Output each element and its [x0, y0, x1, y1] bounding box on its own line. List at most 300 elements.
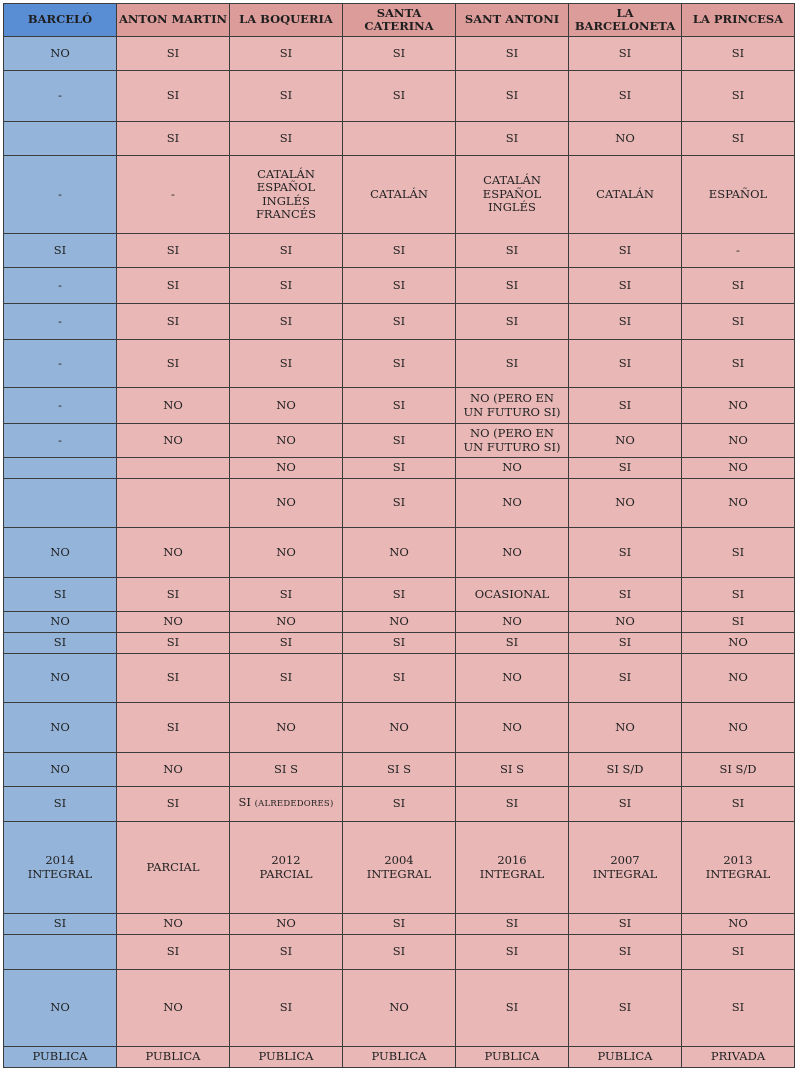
cell-la-princesa — [682, 1047, 795, 1068]
column-header-santa-caterina: SANTA CATERINA — [343, 4, 456, 37]
table-row — [4, 528, 795, 578]
cell-la-barceloneta — [569, 753, 682, 787]
cell-text: SI — [279, 242, 293, 257]
cell-text: NO — [615, 495, 635, 510]
cell-text: SI — [279, 670, 293, 685]
cell-la-barceloneta — [569, 234, 682, 268]
cell-text: SI — [731, 277, 745, 292]
column-header-la-boqueria: LA BOQUERIA — [230, 4, 343, 37]
cell-la-boqueria — [230, 458, 343, 479]
cell-anton-martin — [117, 578, 230, 612]
cell-la-barceloneta — [569, 970, 682, 1047]
cell-text: NO — [728, 719, 748, 734]
cell-text: - — [58, 186, 62, 201]
cell-sant-antoni — [456, 156, 569, 234]
cell-santa-caterina — [343, 268, 456, 304]
cell-text: NO — [276, 432, 296, 447]
cell-text: SI — [618, 313, 632, 328]
cell-text: - — [58, 277, 62, 292]
cell-text: CATALÁN — [596, 186, 654, 201]
cell-santa-caterina — [343, 388, 456, 424]
cell-text: SI — [392, 432, 406, 447]
cell-sant-antoni — [456, 37, 569, 71]
cell-text: SI — [166, 635, 180, 650]
cell-sant-antoni — [456, 935, 569, 970]
table-row — [4, 37, 795, 71]
cell-text: SI — [505, 355, 519, 370]
cell-la-princesa — [682, 935, 795, 970]
cell-anton-martin — [117, 703, 230, 753]
cell-barcelo — [4, 703, 117, 753]
cell-text: NO — [50, 1000, 70, 1015]
cell-la-barceloneta — [569, 935, 682, 970]
cell-text: PUBLICA — [597, 1049, 653, 1064]
cell-la-princesa — [682, 304, 795, 340]
cell-text: SI — [279, 313, 293, 328]
cell-text: SI — [618, 88, 632, 103]
cell-la-boqueria — [230, 37, 343, 71]
cell-text: SI — [392, 277, 406, 292]
table-row — [4, 578, 795, 612]
cell-text: SI — [505, 796, 519, 811]
cell-text: SI — [618, 635, 632, 650]
column-header-barcelo: BARCELÓ — [4, 4, 117, 37]
cell-santa-caterina — [343, 1047, 456, 1068]
table-row — [4, 822, 795, 914]
cell-text: NO — [389, 614, 409, 629]
cell-text: PARCIAL — [146, 859, 200, 874]
cell-sant-antoni — [456, 122, 569, 156]
cell-text: NO — [389, 544, 409, 559]
cell-sant-antoni — [456, 424, 569, 458]
cell-anton-martin — [117, 268, 230, 304]
cell-la-boqueria — [230, 71, 343, 122]
cell-text: SI — [279, 355, 293, 370]
cell-text: NO — [276, 719, 296, 734]
cell-la-boqueria — [230, 633, 343, 654]
cell-santa-caterina — [343, 633, 456, 654]
cell-text: SI — [53, 796, 67, 811]
cell-la-barceloneta — [569, 703, 682, 753]
table-row — [4, 1047, 795, 1068]
cell-santa-caterina — [343, 156, 456, 234]
cell-text: NO — [50, 670, 70, 685]
cell-text: 2007 INTEGRAL — [592, 853, 658, 881]
column-header-la-barceloneta: LA BARCELONETA — [569, 4, 682, 37]
cell-text: SI — [618, 45, 632, 60]
cell-text: SI S/D — [606, 761, 644, 776]
cell-barcelo — [4, 612, 117, 633]
table-row — [4, 914, 795, 935]
cell-anton-martin — [117, 234, 230, 268]
table-row — [4, 612, 795, 633]
cell-la-princesa — [682, 479, 795, 528]
cell-sant-antoni — [456, 822, 569, 914]
cell-santa-caterina — [343, 935, 456, 970]
cell-text: NO — [50, 719, 70, 734]
cell-la-boqueria — [230, 1047, 343, 1068]
cell-text: 2014 INTEGRAL — [27, 853, 93, 881]
cell-text: CATALÁN ESPAÑOL INGLÉS FRANCÉS — [255, 166, 317, 221]
cell-text: NO — [502, 495, 522, 510]
table-row — [4, 970, 795, 1047]
cell-text: SI — [53, 242, 67, 257]
cell-anton-martin — [117, 340, 230, 388]
cell-barcelo — [4, 633, 117, 654]
cell-text: - — [58, 88, 62, 103]
cell-santa-caterina — [343, 71, 456, 122]
table-body — [4, 37, 795, 1068]
cell-la-barceloneta — [569, 479, 682, 528]
cell-la-boqueria — [230, 654, 343, 703]
cell-la-boqueria — [230, 970, 343, 1047]
cell-sant-antoni — [456, 1047, 569, 1068]
cell-sant-antoni — [456, 703, 569, 753]
cell-text: SI — [618, 242, 632, 257]
cell-la-boqueria — [230, 122, 343, 156]
cell-text: 2013 INTEGRAL — [705, 853, 771, 881]
cell-text: SI — [505, 130, 519, 145]
cell-text: SI — [731, 355, 745, 370]
cell-barcelo — [4, 479, 117, 528]
cell-text: SI — [166, 670, 180, 685]
cell-text: SI — [392, 355, 406, 370]
cell-text: SI — [392, 242, 406, 257]
cell-santa-caterina — [343, 654, 456, 703]
cell-santa-caterina — [343, 340, 456, 388]
cell-santa-caterina — [343, 122, 456, 156]
cell-text: SI — [166, 277, 180, 292]
cell-text: SI — [279, 88, 293, 103]
cell-text: NO — [502, 614, 522, 629]
table-row — [4, 787, 795, 822]
cell-anton-martin — [117, 71, 230, 122]
cell-la-barceloneta — [569, 122, 682, 156]
cell-text: OCASIONAL — [474, 586, 550, 601]
cell-barcelo — [4, 156, 117, 234]
cell-la-princesa — [682, 388, 795, 424]
cell-la-boqueria — [230, 787, 343, 822]
cell-text: NO — [276, 614, 296, 629]
cell-la-princesa — [682, 37, 795, 71]
cell-text: SI — [279, 277, 293, 292]
table-row — [4, 479, 795, 528]
cell-text: NO — [50, 761, 70, 776]
cell-text: SI — [505, 635, 519, 650]
cell-sant-antoni — [456, 268, 569, 304]
cell-la-boqueria — [230, 528, 343, 578]
table-row — [4, 633, 795, 654]
cell-note: (ALREDEDORES) — [254, 799, 334, 810]
table-row — [4, 388, 795, 424]
cell-anton-martin — [117, 753, 230, 787]
cell-santa-caterina — [343, 753, 456, 787]
cell-la-barceloneta — [569, 71, 682, 122]
table-row — [4, 935, 795, 970]
cell-text: SI — [618, 586, 632, 601]
cell-text: 2004 INTEGRAL — [366, 853, 432, 881]
cell-text: SI — [166, 88, 180, 103]
cell-text: SI — [392, 460, 406, 475]
cell-text: PUBLICA — [371, 1049, 427, 1064]
cell-barcelo — [4, 424, 117, 458]
cell-text: NO — [615, 614, 635, 629]
cell-text: NO — [728, 460, 748, 475]
market-comparison-table — [3, 3, 795, 1068]
cell-text: SI — [731, 544, 745, 559]
cell-text: SI — [166, 719, 180, 734]
cell-anton-martin — [117, 458, 230, 479]
cell-la-boqueria — [230, 612, 343, 633]
cell-text: SI — [731, 614, 745, 629]
cell-text: SI — [392, 670, 406, 685]
cell-sant-antoni — [456, 654, 569, 703]
cell-text: SI — [166, 944, 180, 959]
cell-text: SI — [731, 586, 745, 601]
cell-la-princesa — [682, 970, 795, 1047]
cell-sant-antoni — [456, 914, 569, 935]
cell-santa-caterina — [343, 703, 456, 753]
cell-la-boqueria — [230, 935, 343, 970]
cell-la-princesa — [682, 340, 795, 388]
table-row — [4, 71, 795, 122]
cell-text: - — [58, 355, 62, 370]
cell-text: SI — [505, 1000, 519, 1015]
cell-text: SI — [53, 916, 67, 931]
cell-text: PUBLICA — [258, 1049, 314, 1064]
cell-text: SI — [731, 1000, 745, 1015]
cell-text: SI — [505, 916, 519, 931]
cell-text: SI — [505, 88, 519, 103]
cell-text: NO — [163, 761, 183, 776]
cell-text: NO — [728, 432, 748, 447]
cell-barcelo — [4, 822, 117, 914]
cell-text: - — [58, 432, 62, 447]
cell-text: NO — [728, 495, 748, 510]
cell-text: NO — [163, 432, 183, 447]
cell-text: SI — [166, 313, 180, 328]
cell-sant-antoni — [456, 479, 569, 528]
cell-santa-caterina — [343, 578, 456, 612]
cell-la-princesa — [682, 914, 795, 935]
cell-sant-antoni — [456, 970, 569, 1047]
cell-la-barceloneta — [569, 37, 682, 71]
cell-barcelo — [4, 458, 117, 479]
cell-text: SI — [53, 586, 67, 601]
cell-la-boqueria — [230, 388, 343, 424]
cell-anton-martin — [117, 122, 230, 156]
cell-la-barceloneta — [569, 528, 682, 578]
table-row — [4, 654, 795, 703]
cell-barcelo — [4, 122, 117, 156]
cell-anton-martin — [117, 970, 230, 1047]
cell-text: NO — [50, 614, 70, 629]
table-row — [4, 424, 795, 458]
table-row — [4, 340, 795, 388]
cell-text: NO — [163, 1000, 183, 1015]
cell-la-princesa — [682, 156, 795, 234]
cell-text: SI — [392, 586, 406, 601]
cell-santa-caterina — [343, 479, 456, 528]
cell-text: SI — [392, 495, 406, 510]
cell-text: NO — [502, 544, 522, 559]
cell-anton-martin — [117, 787, 230, 822]
cell-la-princesa — [682, 268, 795, 304]
cell-la-barceloneta — [569, 612, 682, 633]
cell-text: NO — [615, 432, 635, 447]
cell-text: SI S/D — [719, 761, 757, 776]
cell-barcelo — [4, 268, 117, 304]
cell-text: NO — [163, 544, 183, 559]
cell-text: CATALÁN — [370, 186, 428, 201]
cell-anton-martin — [117, 935, 230, 970]
cell-text: NO — [163, 397, 183, 412]
cell-barcelo — [4, 37, 117, 71]
cell-la-princesa — [682, 234, 795, 268]
cell-sant-antoni — [456, 633, 569, 654]
cell-text: NO — [615, 130, 635, 145]
cell-text: SI — [731, 313, 745, 328]
cell-anton-martin — [117, 388, 230, 424]
cell-la-barceloneta — [569, 1047, 682, 1068]
cell-text: SI — [731, 796, 745, 811]
cell-text: SI — [618, 277, 632, 292]
cell-santa-caterina — [343, 528, 456, 578]
cell-text: SI — [166, 355, 180, 370]
cell-la-boqueria — [230, 703, 343, 753]
table-row — [4, 304, 795, 340]
cell-text: SI — [731, 88, 745, 103]
cell-text: SI — [731, 45, 745, 60]
cell-text: NO — [502, 460, 522, 475]
cell-anton-martin — [117, 633, 230, 654]
cell-text: NO — [163, 916, 183, 931]
cell-text: NO — [615, 719, 635, 734]
cell-la-barceloneta — [569, 304, 682, 340]
header-row — [4, 4, 795, 37]
cell-santa-caterina — [343, 612, 456, 633]
cell-text: - — [58, 397, 62, 412]
cell-text: NO — [276, 460, 296, 475]
cell-barcelo — [4, 1047, 117, 1068]
cell-la-barceloneta — [569, 156, 682, 234]
cell-la-princesa — [682, 71, 795, 122]
cell-santa-caterina — [343, 458, 456, 479]
cell-anton-martin — [117, 424, 230, 458]
cell-la-barceloneta — [569, 424, 682, 458]
cell-text: SI — [279, 45, 293, 60]
cell-text: NO — [389, 719, 409, 734]
cell-la-princesa — [682, 458, 795, 479]
cell-la-barceloneta — [569, 340, 682, 388]
cell-text: NO — [276, 495, 296, 510]
cell-text: NO (PERO EN UN FUTURO SI) — [463, 426, 561, 454]
cell-la-barceloneta — [569, 822, 682, 914]
table-row — [4, 268, 795, 304]
cell-sant-antoni — [456, 612, 569, 633]
cell-text: NO — [276, 916, 296, 931]
cell-barcelo — [4, 787, 117, 822]
cell-anton-martin — [117, 156, 230, 234]
cell-text: SI — [392, 397, 406, 412]
cell-anton-martin — [117, 37, 230, 71]
cell-text: SI — [166, 45, 180, 60]
cell-la-boqueria — [230, 578, 343, 612]
cell-la-barceloneta — [569, 914, 682, 935]
cell-text: - — [171, 186, 175, 201]
cell-text: NO — [728, 397, 748, 412]
cell-text: SI — [392, 916, 406, 931]
cell-text: SI — [166, 796, 180, 811]
cell-la-barceloneta — [569, 458, 682, 479]
cell-la-boqueria — [230, 304, 343, 340]
cell-text: SI — [618, 460, 632, 475]
cell-text: SI — [279, 586, 293, 601]
cell-text: SI — [618, 796, 632, 811]
cell-text: - — [736, 242, 740, 257]
cell-santa-caterina — [343, 37, 456, 71]
cell-text: SI — [166, 130, 180, 145]
table-row — [4, 703, 795, 753]
cell-text: SI — [392, 313, 406, 328]
cell-barcelo — [4, 914, 117, 935]
cell-text: NO — [276, 544, 296, 559]
table-row — [4, 753, 795, 787]
cell-text: CATALÁN ESPAÑOL INGLÉS — [482, 173, 542, 215]
cell-text: SI — [505, 242, 519, 257]
cell-sant-antoni — [456, 753, 569, 787]
cell-text: NO — [502, 670, 522, 685]
cell-la-boqueria — [230, 234, 343, 268]
cell-text: SI S — [387, 761, 411, 776]
cell-la-princesa — [682, 703, 795, 753]
cell-anton-martin — [117, 1047, 230, 1068]
cell-sant-antoni — [456, 528, 569, 578]
cell-sant-antoni — [456, 578, 569, 612]
table-row — [4, 234, 795, 268]
cell-la-boqueria — [230, 268, 343, 304]
cell-sant-antoni — [456, 234, 569, 268]
cell-la-princesa — [682, 122, 795, 156]
cell-la-princesa — [682, 654, 795, 703]
cell-text: NO — [50, 544, 70, 559]
cell-sant-antoni — [456, 71, 569, 122]
cell-la-boqueria — [230, 156, 343, 234]
cell-text: SI S — [500, 761, 524, 776]
cell-la-boqueria — [230, 822, 343, 914]
cell-la-princesa — [682, 753, 795, 787]
table-row — [4, 458, 795, 479]
cell-santa-caterina — [343, 822, 456, 914]
cell-text: NO — [502, 719, 522, 734]
cell-santa-caterina — [343, 234, 456, 268]
cell-la-princesa — [682, 612, 795, 633]
cell-la-princesa — [682, 424, 795, 458]
cell-anton-martin — [117, 654, 230, 703]
cell-barcelo — [4, 388, 117, 424]
cell-barcelo — [4, 71, 117, 122]
cell-la-boqueria — [230, 753, 343, 787]
cell-text: PRIVADA — [710, 1049, 766, 1064]
cell-text: - — [58, 313, 62, 328]
cell-text: SI — [392, 635, 406, 650]
cell-la-barceloneta — [569, 633, 682, 654]
cell-la-princesa — [682, 528, 795, 578]
cell-la-boqueria — [230, 914, 343, 935]
cell-text: SI — [731, 130, 745, 145]
cell-anton-martin — [117, 612, 230, 633]
cell-santa-caterina — [343, 914, 456, 935]
